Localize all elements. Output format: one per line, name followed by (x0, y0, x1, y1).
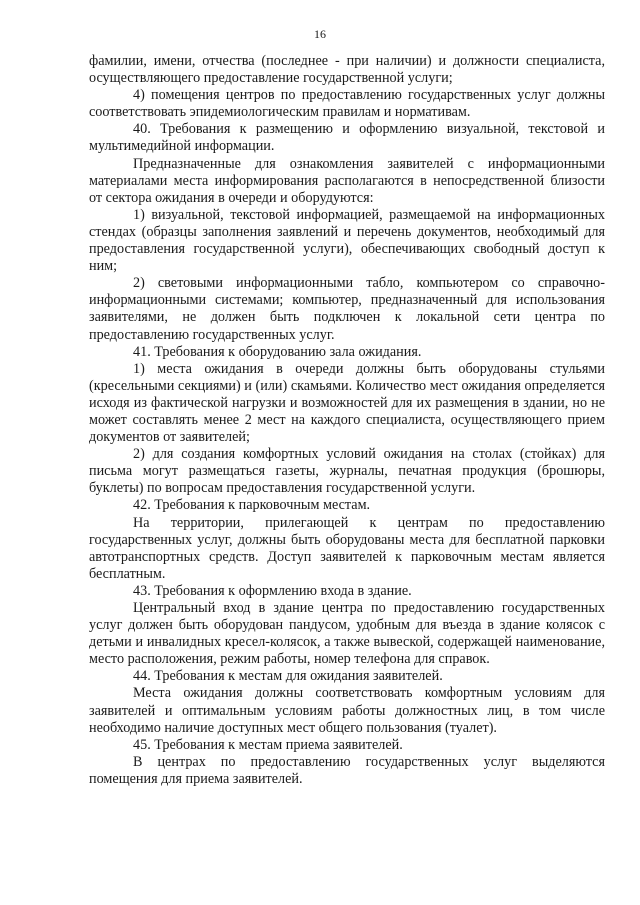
paragraph-waiting-places: Места ожидания должны соответствовать комфортным условиям для заявителей и оптимальным условиям работы должностных лиц, в том числе необходимо наличие доступных мест общего пользования (туалет). (89, 685, 605, 736)
paragraph-item-2-comfort: 2) для создания комфортных условий ожидания на столах (стойках) для письма могут размещаться газеты, журналы, печатная продукция (брошюры, буклеты) по вопросам предоставления государственной услуги. (89, 446, 605, 497)
section-45-heading: 45. Требования к местам приема заявителей. (133, 736, 403, 753)
paragraph-item-1-waiting-seats: 1) места ожидания в очереди должны быть оборудованы стульями (кресельными секциями) и (или) скамьями. Количество мест ожидания определяется исходя из фактической нагрузки и возможностей для их размещения в здании, но не может составлять менее 2 мест на каждого специалиста, осуществляющего прием документов от заявителей; (89, 360, 605, 446)
section-42-heading: 42. Требования к парковочным местам. (133, 497, 371, 514)
paragraph-continuation: фамилии, имени, отчества (последнее - при наличии) и должности специалиста, осуществляющего предоставление государственной услуги; (89, 53, 605, 87)
paragraph-item-4-premises: 4) помещения центров по предоставлению государственных услуг должны соответствовать эпидемиологическим правилам и нормативам. (89, 87, 605, 121)
section-43-heading: 43. Требования к оформлению входа в здание. (133, 582, 412, 599)
paragraph-item-2-info-boards: 2) световыми информационными табло, компьютером со справочно-информационными системами; компьютер, предназначенный для использования заявителями, не должен быть подключен к локальной сети центра по предоставлению государственных услуг. (89, 275, 605, 343)
document-body (89, 53, 605, 788)
paragraph-entrance: Центральный вход в здание центра по предоставлению государственных услуг должен быть оборудован пандусом, удобным для въезда в здание колясок с детьми и инвалидных кресел-колясок, а также вывеской, содержащей наименование, место расположения, режим работы, номер телефона для справок. (89, 600, 605, 668)
paragraph-reception-rooms: В центрах по предоставлению государственных услуг выделяются помещения для приема заявителей. (89, 753, 605, 787)
section-44-heading: 44. Требования к местам для ожидания заявителей. (133, 668, 443, 685)
section-40-heading: 40. Требования к размещению и оформлению визуальной, текстовой и мультимедийной информации. (89, 121, 605, 155)
page-number: 16 (314, 27, 326, 41)
section-41-heading: 41. Требования к оборудованию зала ожидания. (133, 343, 422, 360)
paragraph-info-places: Предназначенные для ознакомления заявителей с информационными материалами места информирования располагаются в непосредственной близости от сектора ожидания в очереди и оборудуются: (89, 155, 605, 206)
paragraph-item-1-visual-info: 1) визуальной, текстовой информацией, размещаемой на информационных стендах (образцы заполнения заявлений и перечень документов, необходимый для предоставления государственной услуги), обеспечивающих свободный доступ к ним; (89, 206, 605, 275)
paragraph-parking: На территории, прилегающей к центрам по предоставлению государственных услуг, должны быть оборудованы места для бесплатной парковки автотранспортных средств. Доступ заявителей к парковочным местам является бесплатным. (89, 514, 605, 582)
